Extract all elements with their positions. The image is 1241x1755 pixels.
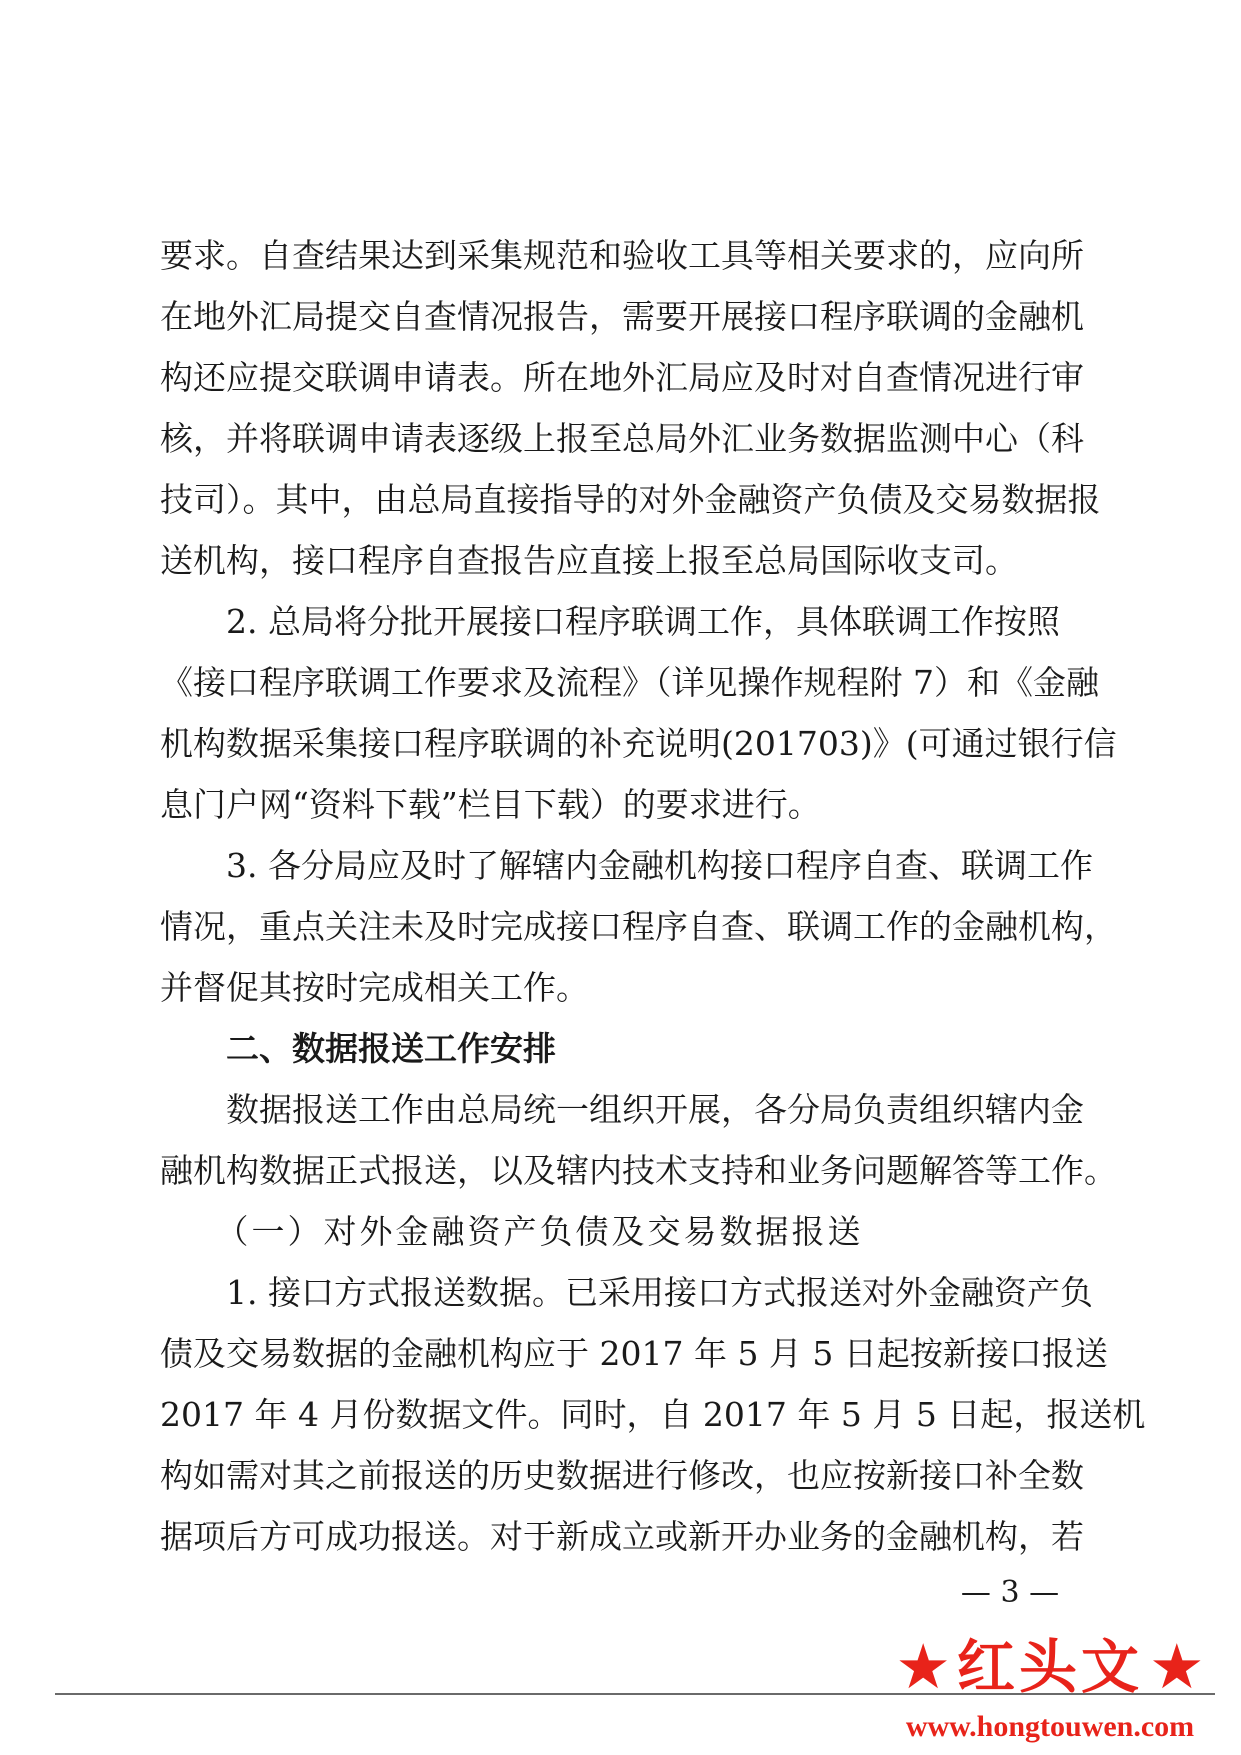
body-line: 构还应提交联调申请表。所在地外汇局应及时对自查情况进行审	[160, 358, 1084, 397]
site-watermark	[860, 1628, 1240, 1750]
body-line: 技司）。其中，由总局直接指导的对外金融资产负债及交易数据报	[160, 480, 1101, 519]
star-icon: ★	[1149, 1630, 1205, 1703]
body-line: 构如需对其之前报送的历史数据进行修改，也应按新接口补全数	[160, 1456, 1084, 1495]
watermark-title	[860, 1628, 1240, 1706]
body-line: 《接口程序联调工作要求及流程》（详见操作规程附 7）和《金融	[160, 663, 1099, 702]
star-icon: ★	[895, 1630, 951, 1703]
section-heading: 二、数据报送工作安排	[160, 1029, 556, 1068]
body-line: 3. 各分局应及时了解辖内金融机构接口程序自查、联调工作	[160, 846, 1093, 885]
body-line: 2. 总局将分批开展接口程序联调工作，具体联调工作按照	[160, 602, 1060, 641]
watermark-url: www.hongtouwen.com	[905, 1710, 1195, 1743]
watermark-text: 红头文	[956, 1633, 1143, 1701]
subsection-heading: （一）对外金融资产负债及交易数据报送	[160, 1212, 864, 1251]
body-line: 并督促其按时完成相关工作。	[160, 968, 589, 1007]
body-line: 送机构，接口程序自查报告应直接上报至总局国际收支司。	[160, 541, 1018, 580]
body-line: 据项后方可成功报送。对于新成立或新开办业务的金融机构，若	[160, 1517, 1084, 1556]
body-line: 1. 接口方式报送数据。已采用接口方式报送对外金融资产负	[160, 1273, 1093, 1312]
body-line: 情况，重点关注未及时完成接口程序自查、联调工作的金融机构，	[160, 907, 1117, 946]
body-line: 在地外汇局提交自查情况报告，需要开展接口程序联调的金融机	[160, 297, 1084, 336]
body-line: 息门户网“资料下载”栏目下载）的要求进行。	[160, 785, 821, 824]
body-line: 核，并将联调申请表逐级上报至总局外汇业务数据监测中心（科	[160, 419, 1084, 458]
body-line: 机构数据采集接口程序联调的补充说明(201703)》(可通过银行信	[160, 724, 1117, 763]
document-body	[160, 225, 1146, 1567]
body-line: 融机构数据正式报送，以及辖内技术支持和业务问题解答等工作。	[160, 1151, 1117, 1190]
body-line: 2017 年 4 月份数据文件。同时，自 2017 年 5 月 5 日起，报送机	[160, 1395, 1146, 1434]
body-line: 债及交易数据的金融机构应于 2017 年 5 月 5 日起按新接口报送	[160, 1334, 1108, 1373]
body-line: 要求。自查结果达到采集规范和验收工具等相关要求的，应向所	[160, 236, 1084, 275]
page-number: — 3 —	[960, 1575, 1060, 1610]
body-line: 数据报送工作由总局统一组织开展，各分局负责组织辖内金	[160, 1090, 1084, 1129]
